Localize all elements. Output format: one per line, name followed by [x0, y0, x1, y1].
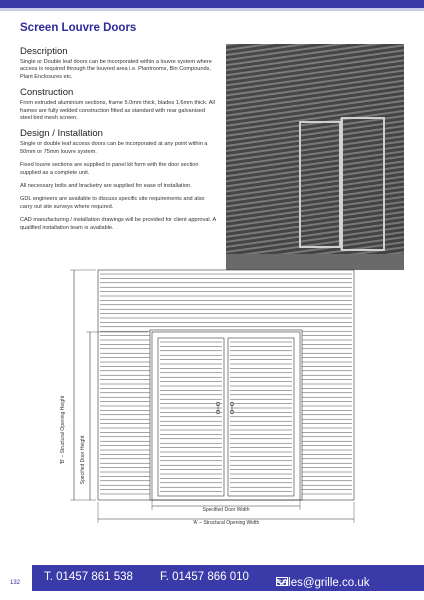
louvre-photo [226, 44, 404, 270]
description-paragraph: Single or Double leaf doors can be incorporated within a louvre system where access is required through the louvred area i.e. Plantrooms, Bin Compounds, Plant Enclosures etc. [20, 59, 212, 80]
section-heading-design-installation: Design / Installation [20, 128, 103, 140]
page-title: Screen Louvre Doors [20, 22, 137, 34]
footer-fax: F. 01457 866 010 [160, 571, 249, 583]
structural-height-label: 'B' – Structural Opening Height [60, 395, 66, 465]
construction-paragraph: From extruded aluminium sections, frame 5.0mm thick, blades 1.6mm thick. All frames are fully welded construction fitted as standard with rear galvanised steel bird mesh screen. [20, 100, 215, 122]
design-paragraph-5: CAD manufacturing / installation drawings will be provided for client approval. A qualified installation team is available. [20, 217, 216, 231]
section-heading-construction: Construction [20, 87, 74, 99]
footer-email-text: sales@grille.co.uk [276, 577, 370, 589]
structural-width-label: 'A' – Structural Opening Width [192, 520, 260, 526]
footer-contact-bar [32, 565, 424, 591]
design-paragraph-3: All necessary bolts and bracketry are supplied for ease of installation. [20, 183, 192, 190]
door-height-label: Specified Door Height [80, 435, 86, 485]
design-paragraph-2: Fixed louvre sections are supplied in panel kit form with the door section supplied as a complete unit. [20, 162, 199, 176]
door-width-label: Specified Door Width [202, 507, 250, 513]
footer-telephone: T. 01457 861 538 [44, 571, 133, 583]
page-number: 132 [10, 580, 21, 586]
text-column [20, 46, 216, 238]
design-paragraph-4: GDL engineers are available to discuss specific site requirements and also carry out site surveys where required. [20, 196, 205, 210]
louvre-door-drawing [60, 262, 370, 538]
design-paragraph-1: Single or double leaf access doors can be incorporated at any point within a 50mm or 75mm louvre system. [20, 141, 208, 155]
section-heading-description: Description [20, 46, 68, 57]
header-bar [0, 0, 424, 8]
